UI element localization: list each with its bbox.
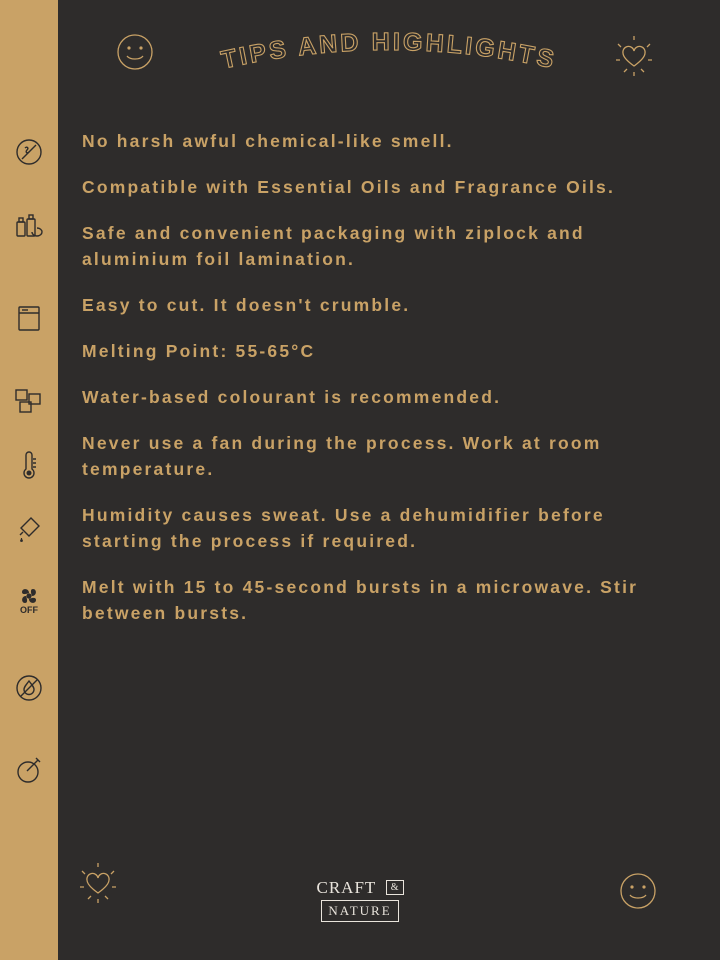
fan-off-icon — [11, 582, 47, 618]
dropper-bottle-icon — [11, 512, 47, 548]
list-item: Water-based colourant is recommended. — [82, 387, 502, 407]
list-item: No harsh awful chemical-like smell. — [82, 131, 454, 151]
thermometer-icon — [11, 448, 47, 484]
essential-oil-bottles-icon — [11, 206, 47, 242]
list-item: Never use a fan during the process. Work at room temperature. — [82, 433, 602, 479]
microwave-stir-icon — [11, 752, 47, 788]
smiley-face-icon — [616, 869, 660, 918]
poster-header — [58, 0, 720, 110]
list-item: Compatible with Essential Oils and Fragrance Oils. — [82, 177, 616, 197]
no-chemical-smell-icon — [11, 134, 47, 170]
list-item: Humidity causes sweat. Use a dehumidifier before starting the process if required. — [82, 505, 605, 551]
heart-sparkle-icon — [606, 30, 662, 91]
brand-logo — [260, 878, 460, 922]
logo-nature-text: NATURE — [321, 900, 398, 922]
smiley-face-icon — [113, 30, 157, 79]
page-title-text: TIPS AND HIGHLIGHTS — [218, 27, 560, 75]
list-item: Easy to cut. It doesn't crumble. — [82, 295, 411, 315]
svg-text:OFF: OFF — [20, 605, 38, 615]
heart-sparkle-icon — [70, 857, 126, 918]
list-item: Melting Point: 55-65°C — [82, 341, 316, 361]
ziplock-pouch-icon — [11, 300, 47, 336]
logo-craft-text: CRAFT — [316, 878, 377, 897]
svg-text:TIPS AND HIGHLIGHTS — [219, 28, 559, 75]
list-item: Safe and convenient packaging with ziplock and aluminium foil lamination. — [82, 223, 585, 269]
tips-list — [82, 128, 702, 626]
logo-ampersand: & — [386, 880, 404, 895]
list-item: Melt with 15 to 45-second bursts in a microwave. Stir between bursts. — [82, 577, 639, 623]
no-humidity-icon — [11, 670, 47, 706]
icon-rail — [0, 0, 58, 960]
wax-cubes-icon — [11, 382, 47, 418]
